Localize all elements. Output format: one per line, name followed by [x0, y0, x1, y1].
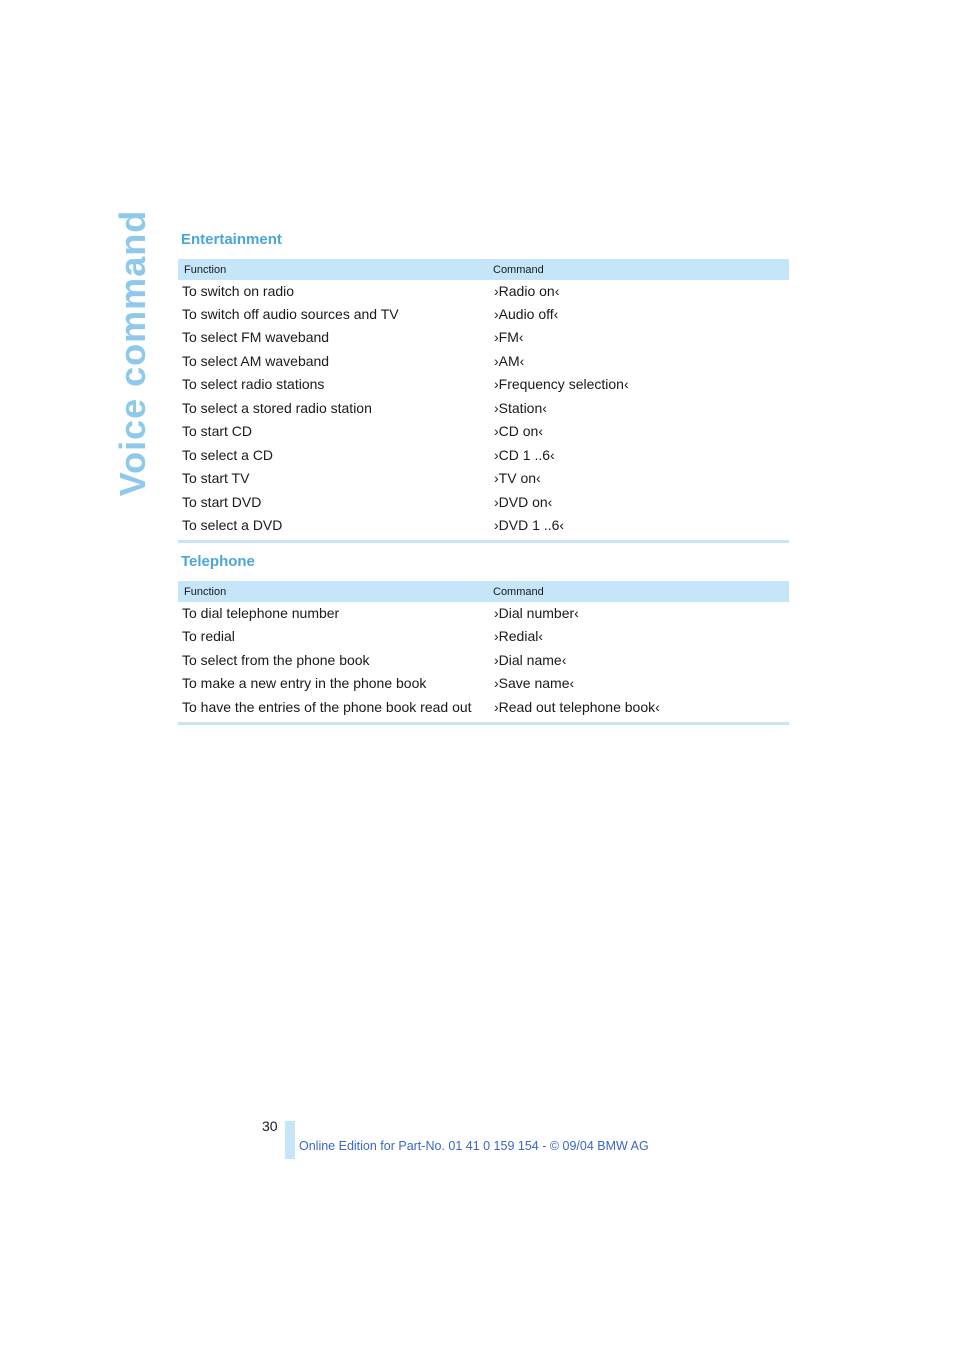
table-row [178, 514, 789, 540]
cell-command: ›CD on‹ [494, 423, 544, 439]
cell-command: ›Radio on‹ [494, 283, 560, 299]
column-header-command: Command [493, 263, 544, 276]
table-row [178, 420, 789, 444]
table-row [178, 491, 789, 514]
cell-function: To start CD [182, 423, 253, 439]
cell-function: To make a new entry in the phone book [182, 675, 427, 691]
table-row [178, 625, 789, 649]
entertainment-table [178, 259, 789, 543]
cell-function: To select AM waveband [182, 353, 330, 369]
table-bottom-rule [178, 540, 789, 543]
table-row [178, 350, 789, 373]
cell-function: To dial telephone number [182, 605, 340, 621]
table-header [178, 581, 789, 602]
cell-command: ›Station‹ [494, 400, 547, 416]
cell-command: ›Audio off‹ [494, 306, 559, 322]
cell-command: ›Dial number‹ [494, 605, 579, 621]
cell-command: ›TV on‹ [494, 470, 541, 486]
cell-command: ›Frequency selection‹ [494, 376, 629, 392]
table-row [178, 602, 789, 625]
cell-command: ›DVD 1 ..6‹ [494, 517, 565, 533]
table-row [178, 280, 789, 303]
table-row [178, 672, 789, 696]
chapter-title-text: Voice command [112, 209, 154, 497]
section-heading-entertainment: Entertainment [181, 231, 282, 248]
cell-function: To start TV [182, 470, 250, 486]
table-bottom-rule [178, 722, 789, 725]
cell-function: To switch on radio [182, 283, 295, 299]
cell-function: To redial [182, 628, 235, 644]
cell-command: ›Dial name‹ [494, 652, 567, 668]
telephone-table [178, 581, 789, 725]
section-heading-telephone: Telephone [181, 553, 255, 570]
table-row [178, 467, 789, 491]
column-header-command: Command [493, 585, 544, 598]
column-header-function: Function [184, 263, 227, 276]
table-row [178, 444, 789, 467]
cell-function: To switch off audio sources and TV [182, 306, 399, 322]
sidebar-chapter-title [112, 209, 154, 497]
cell-command: ›FM‹ [494, 329, 524, 345]
cell-function: To have the entries of the phone book read out [182, 699, 472, 715]
cell-command: ›DVD on‹ [494, 494, 553, 510]
cell-function: To select a CD [182, 447, 274, 463]
cell-command: ›Read out telephone book‹ [494, 699, 660, 715]
table-row [178, 696, 789, 722]
table-header [178, 259, 789, 280]
table-row [178, 397, 789, 420]
cell-function: To select from the phone book [182, 652, 370, 668]
table-row [178, 649, 789, 672]
cell-function: To select radio stations [182, 376, 325, 392]
table-row [178, 373, 789, 397]
cell-function: To select a stored radio station [182, 400, 372, 416]
cell-command: ›Save name‹ [494, 675, 575, 691]
cell-function: To select a DVD [182, 517, 283, 533]
table-row [178, 326, 789, 350]
cell-function: To select FM waveband [182, 329, 330, 345]
cell-command: ›CD 1 ..6‹ [494, 447, 555, 463]
footer-accent-bar [285, 1121, 295, 1159]
column-header-function: Function [184, 585, 227, 598]
cell-command: ›Redial‹ [494, 628, 544, 644]
cell-function: To start DVD [182, 494, 262, 510]
footer-edition-link[interactable]: Online Edition for Part-No. 01 41 0 159 154 - © 09/04 BMW AG [299, 1139, 649, 1153]
page-number: 30 [262, 1118, 278, 1134]
table-row [178, 303, 789, 326]
cell-command: ›AM‹ [494, 353, 525, 369]
